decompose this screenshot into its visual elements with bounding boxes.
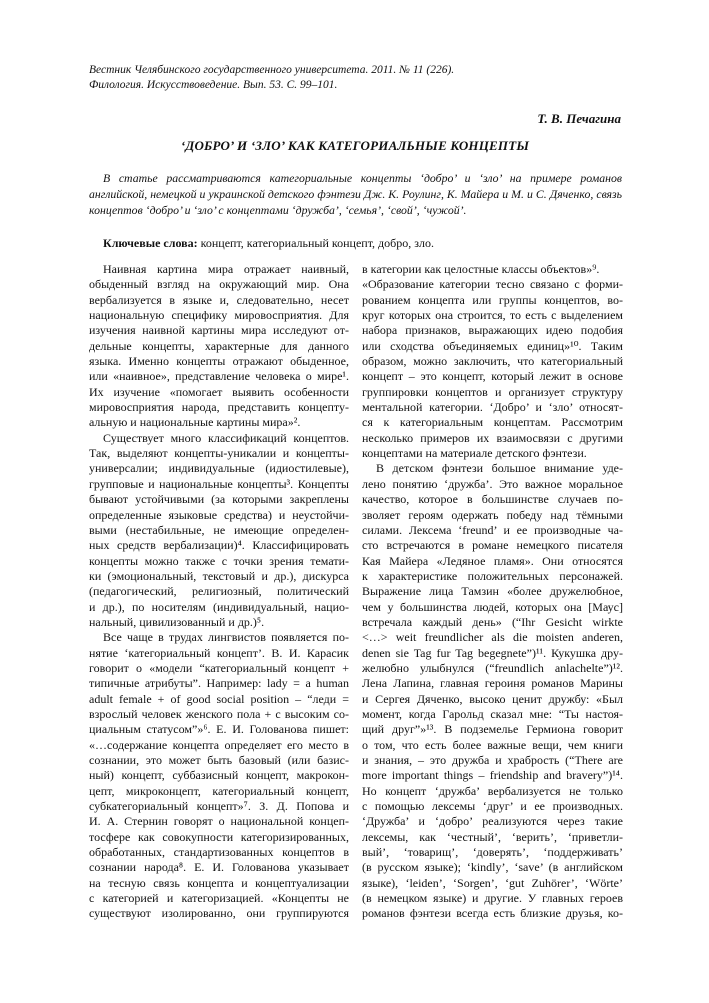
text-line: набора признаков, выражающих идею подобия [362,323,623,338]
text-line: «…содержание концепта определяет его место в [89,737,349,752]
text-line: ных средств вербализации)⁴. Классифицировать [89,538,349,553]
text-line: нальный, цивилизованный и др.)⁵. [89,614,265,629]
text-line: сознании, это может быть базовый (или базис- [89,753,349,767]
text-line: Существует много классификаций концептов. [103,430,349,445]
text-line: (педагогический, религиозный, политический [89,584,349,599]
text-line: концептами на материале детского фэнтези. [362,446,587,461]
text-line: языка. Именно концепты отражают обыденное, [89,354,349,369]
text-line: вый’, ‘товарищ’, ‘доверять’, ‘поддерживать’ [362,845,623,860]
text-line: с помощью лексемы ‘друг’ и ее производных. [362,799,623,814]
text-line: групповые и национальные концепты³. Концепты [89,476,349,491]
text-line: или сходства объединяемых единиц»¹⁰. Таким [362,338,623,353]
text-line: more important things – friendship and bravery”)¹⁴. [362,768,623,783]
text-line: Их изучение «помогает выявить особенности [89,384,349,399]
text-line: желюбно улыбнулся (“freundlich anlachelte”)¹². [362,660,623,675]
text-line: универсалии; индивидуальные (идиостилевые), [89,461,349,476]
author-name: Т. В. Печагина [537,111,621,126]
text-line: и знания, – это дружба и храбрость (“There are [362,753,623,767]
text-line: существуют изолированно, они группируются [89,906,349,921]
text-line: «Образование категории тесно связано с форми- [362,277,623,292]
text-line: романов фэнтези всегда есть близкие друзья, ко- [362,906,623,921]
text-line: с категорией и категоризацией. «Концепты не [89,891,349,906]
text-line: ментальной категории. ‘Добро’ и ‘зло’ относят- [362,400,623,415]
text-line: обработанных, стандартизованных концептов в [89,845,349,860]
journal-header [89,63,629,93]
text-line: чем у большинства людей, которых она [Маус] [362,599,623,614]
text-line: силами. Лексема ‘freund’ и ее производные ча- [362,522,623,537]
text-line: изучения наивной картины мира исследуют от- [89,323,349,338]
journal-line-1: Вестник Челябинского государственного университета. 2011. № 11 (226). [89,64,455,76]
text-line: ный) концепт, суббазисный концепт, макрокон- [89,768,349,783]
text-line: denen sie Tag fur Tag begegnete”)¹¹. Кукушка дру- [362,645,623,660]
text-line: рованием концепта или группы концептов, во- [362,292,623,307]
text-line: круг которых она строится, то есть с выделением [362,308,623,323]
text-line: бывают устойчивыми (за которыми закреплены [89,492,349,507]
text-line: концепт – это концепт, который лежит в основе [362,369,623,384]
text-line: и др.), по носителям (индивидуальный, нацио- [89,599,349,614]
right-column [362,262,623,922]
text-line: языке), ‘leiden’, ‘Sorgen’, ‘gut Zuhörer’, ‘Wörte’ [362,875,623,890]
text-line: несколько примеров их взаимосвязи с другими [362,430,623,445]
keywords-text: концепт, категориальный концепт, добро, зло. [197,236,434,250]
text-line: взрослый человек женского пола + с высоким со- [89,706,349,721]
keywords [103,236,623,251]
text-line: вербализуется в языке и, следовательно, несет [89,292,349,307]
text-line: сознании народа⁸. Е. И. Голованова указывает [89,860,349,875]
journal-line-2: Филология. Искусствоведение. Вып. 53. С. 99–101. [89,79,338,91]
text-line: щий друг”»¹³. В подземелье Гермиона говорит [362,722,623,737]
text-line: или «наивное», представление человека о мире¹. [89,369,349,384]
text-line: в категории как целостные классы объектов»⁹. [362,262,600,276]
text-line: образом, можно заключить, что категориальный [362,354,623,369]
text-line: обыденный взгляд на окружающий мир. Она [89,277,349,292]
text-line: нятие ‘категориальный концепт’. В. И. Карасик [89,645,349,660]
text-line: (в русском языке); ‘kindly’, ‘save’ (в английском [362,860,623,875]
text-line: говорит о «модели “категориальный концепт + [89,660,349,675]
text-line: и Сергея Дяченко, высоко ценит дружбу: «Был [362,691,623,706]
text-line: циальным статусом”»⁶. Е. И. Голованова пишет: [89,722,349,737]
text-line: Наивная картина мира отражает наивный, [103,262,349,276]
text-line: национальную специфику мировосприятия. Для [89,308,349,323]
text-line: <…> weit freundlicher als die moisten anderen, [362,630,623,645]
article-title: ‘ДОБРО’ И ‘ЗЛО’ КАК КАТЕГОРИАЛЬНЫЕ КОНЦЕПТЫ [180,138,530,153]
text-line: И. А. Стернин говорят о национальной концеп- [89,814,349,829]
text-line: В детском фэнтези большое внимание уде- [376,461,623,476]
text-line: встречала каждый день» (“Ihr Gesicht wirkte [362,614,623,629]
text-line: дельные концепты, характерные для данного [89,338,349,353]
keywords-label: Ключевые слова: [103,236,198,250]
text-line: к характеристике положительных персонажей. [362,568,623,583]
text-line: ‘Дружба’ и ‘добро’ реализуются через такие [362,814,623,829]
text-line: adult female + of good social position – “леди = [89,691,349,706]
text-line: концепты можно также с точки зрения темати- [89,553,349,568]
text-line: момент, когда Гарольд сказал мне: “Ты настоя- [362,706,623,721]
text-line: субкатегориальный концепт»⁷. З. Д. Попова и [89,799,349,814]
text-line: на тесную связь концепта и концептуализации [89,875,349,890]
left-column [89,262,349,922]
text-line: зволяет героям одержать победу над тёмными [362,507,623,522]
text-line: типичные атрибуты”. Например: lady = a human [89,676,349,691]
text-line: Выражение лица Тамзин «более дружелюбное, [362,584,623,599]
text-line: сто встречаются в романе немецкого писателя [362,538,623,553]
text-line: группировки концептов и организует структуру [362,384,623,399]
text-line: Кая Майера «Ледяное пламя». Они относятся [362,553,623,568]
text-line: Так, выделяют концепты-уникалии и концепты- [89,446,349,461]
abstract: В статье рассматриваются категориальные концепты ‘добро’ и ‘зло’ на примере романов английской, немецкой и украинской детского фэнтези Дж. К. Роулинг, К. Майера и М. и С. Дяченко, связь концептов ‘добро’ и ‘зло’ с концептами ‘дружба’, ‘семья’, ‘свой’, ‘чужой’. [89,171,622,217]
text-line: цепт, микроконцепт, категориальный концепт, [89,783,349,798]
text-line: альную и национальные картины мира»². [89,415,301,430]
text-line: лено понятию ‘дружба’. Это важное моральное [362,476,623,491]
text-line: Все чаще в трудах лингвистов появляется по- [103,630,349,645]
text-line: Но концепт ‘дружба’ вербализуется не только [362,783,623,798]
text-line: Лена Лапина, главная героиня романов Марины [362,676,623,691]
text-line: определенные языковые средства) и неустойчи- [89,507,349,522]
text-line: (в немецком языке) и другие. У главных героев [362,891,623,906]
text-line: о том, что есть более важные вещи, чем книги [362,737,623,752]
text-line: мировосприятия народа, представить концепту- [89,400,349,415]
text-line: тосфере как совокупности категоризированных, [89,829,349,844]
text-line: ки (эмоциональный, текстовый и др.), дискурса [89,568,349,583]
text-line: ся к категориальным концептам. Рассмотрим [362,415,623,430]
text-line: выми (нестабильные, не имеющие определен- [89,522,349,537]
text-line: качество, которое в большинстве случаев по- [362,492,623,507]
text-line: лексемы, как ‘честный’, ‘верить’, ‘приветли- [362,829,623,844]
